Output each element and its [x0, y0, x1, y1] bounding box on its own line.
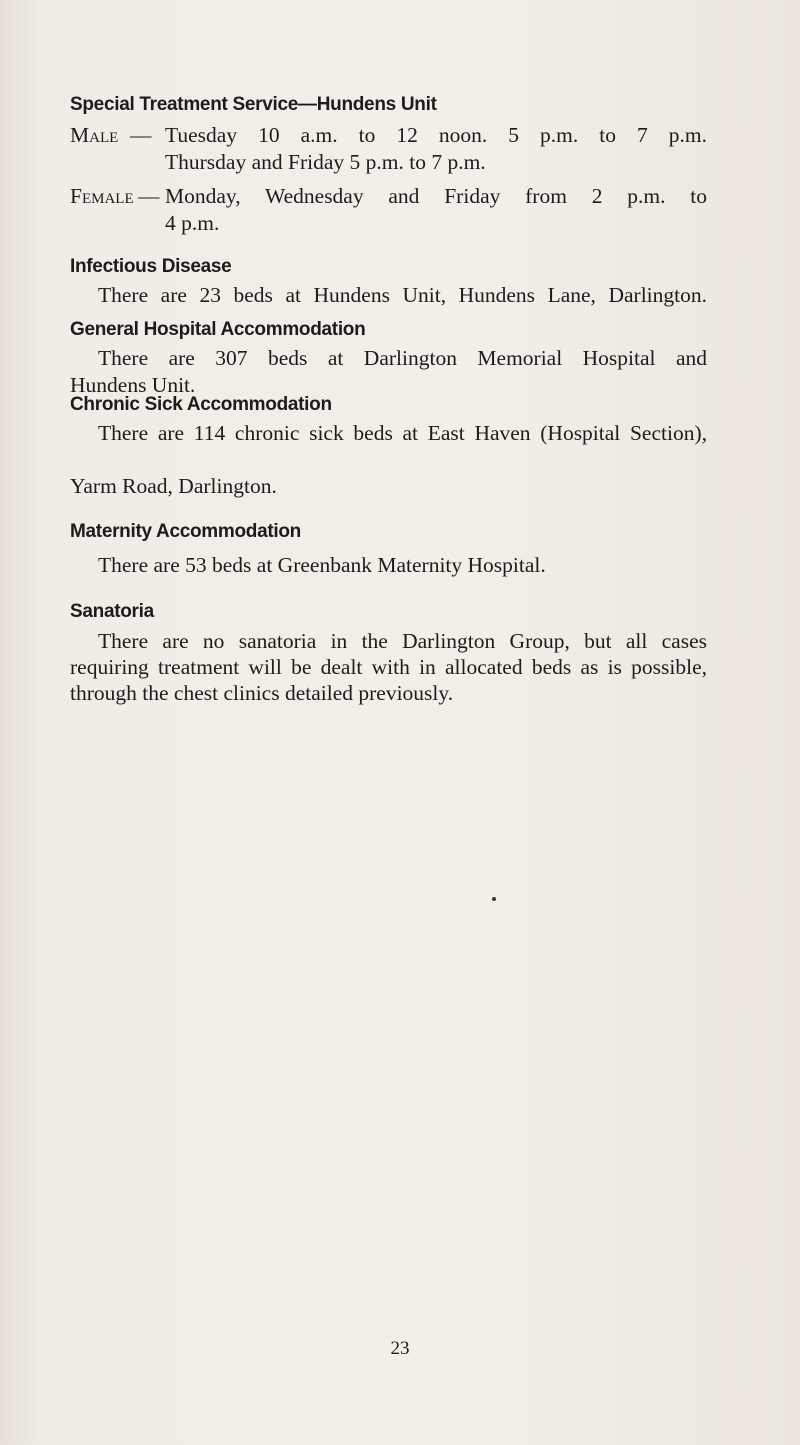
- general-hospital-line-2: Hundens Unit.: [70, 373, 196, 397]
- chronic-sick-line-1: There are 114 chronic sick beds at East Haven (Hospital Section),: [98, 421, 707, 445]
- infectious-disease-text: There are 23 beds at Hundens Unit, Hundens Lane, Darlington.: [98, 283, 707, 307]
- male-hours-line-1: Tuesday 10 a.m. to 12 noon. 5 p.m. to 7 p.m.: [165, 123, 707, 147]
- female-hours-line-2: 4 p.m.: [165, 211, 220, 235]
- page-number: 23: [390, 1338, 410, 1359]
- female-hours-line-1: Monday, Wednesday and Friday from 2 p.m. to: [165, 184, 707, 208]
- sanatoria-heading: Sanatoria: [70, 601, 154, 622]
- sanatoria-line-3: through the chest clinics detailed previously.: [70, 681, 454, 705]
- female-label: Female: [70, 184, 134, 208]
- male-dash: —: [130, 123, 152, 147]
- female-dash: —: [138, 184, 160, 208]
- chronic-sick-line-2: Yarm Road, Darlington.: [70, 474, 277, 498]
- sanatoria-line-1: There are no sanatoria in the Darlington Group, but all cases: [98, 629, 707, 653]
- general-hospital-heading: General Hospital Accommodation: [70, 319, 366, 340]
- infectious-disease-heading: Infectious Disease: [70, 256, 232, 277]
- special-treatment-heading: Special Treatment Service—Hundens Unit: [70, 94, 437, 115]
- maternity-text: There are 53 beds at Greenbank Maternity Hospital.: [98, 553, 546, 577]
- scan-speck: [492, 897, 496, 901]
- male-hours-line-2: Thursday and Friday 5 p.m. to 7 p.m.: [165, 150, 486, 174]
- sanatoria-line-2: requiring treatment will be dealt with in allocated beds as is possible,: [70, 655, 707, 679]
- male-label: Male: [70, 123, 119, 147]
- general-hospital-line-1: There are 307 beds at Darlington Memorial Hospital and: [98, 346, 707, 370]
- maternity-heading: Maternity Accommodation: [70, 521, 301, 542]
- chronic-sick-heading: Chronic Sick Accommodation: [70, 394, 332, 415]
